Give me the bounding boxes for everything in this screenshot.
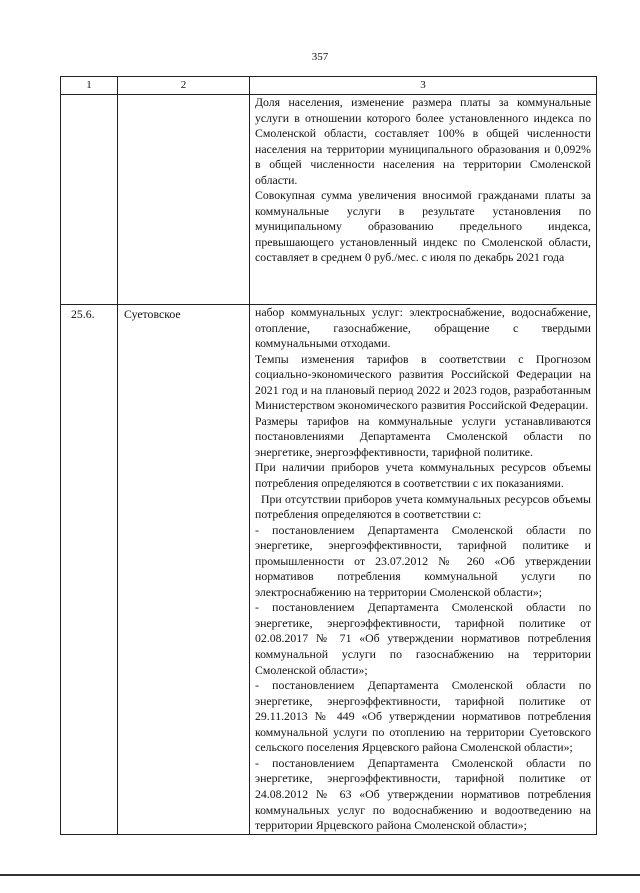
column-header-1: 1 — [61, 77, 118, 95]
resolution-heating-paragraph: - постановлением Департамента Смоленской области по энергетике, энергоэффективности, тарифной политике от 29.11.2013 № 449 «Об утверждении нормативов потребления коммунальной услуги по отоплению на территории Суетовского сельского поселения Ярцевского района Смоленской области»; — [255, 678, 591, 755]
services-set-paragraph: набор коммунальных услуг: электроснабжение, водоснабжение, отопление, газоснабжение, обращение с твердыми коммунальными отходами. — [255, 305, 591, 351]
tariff-sizes-paragraph: Размеры тарифов на коммунальные услуги устанавливаются постановлениями Департамента Смоленской области по энергетике, энергоэффективности, тарифной политике. — [255, 413, 591, 459]
index-cell-empty — [61, 95, 118, 305]
table-header-row — [61, 77, 597, 95]
resolution-gas-paragraph: - постановлением Департамента Смоленской области по энергетике, энергоэффективности, тарифной политике от 02.08.2017 № 71 «Об утверждении нормативов потребления коммунальной услуги по газоснабжению на территории Смоленской области»; — [255, 600, 591, 677]
meters-absent-paragraph: При отсутствии приборов учета коммунальных ресурсов объемы потребления определяются в соответствии с: — [255, 491, 591, 522]
table-row-continued — [61, 95, 597, 305]
name-cell-empty — [118, 95, 250, 305]
tariff-rates-paragraph: Темпы изменения тарифов в соответствии с Прогнозом социально-экономического развития Российской Федерации на 2021 год и на плановый период 2022 и 2023 годов, разработанным Министерством экономического развития Российской Федерации. — [255, 351, 591, 413]
resolution-electricity-paragraph: - постановлением Департамента Смоленской области по энергетике, энергоэффективности, тарифной политике и промышленности от 23.07.2012 № 260 «Об утверждении нормативов потребления коммунальной услуги по электроснабжению на территории Смоленской области»; — [255, 522, 591, 599]
settlement-name: Суетовское — [118, 305, 250, 835]
payment-increase-paragraph: Совокупная сумма увеличения вносимой гражданами платы за коммунальные услуги в результате установления по муниципальному образованию предельного индекса, превышающего установленный индекс по Смоленской области, составляет в среднем 0 руб./мес. с июля по декабрь 2021 года — [255, 188, 591, 265]
population-share-paragraph: Доля населения, изменение размера платы за коммунальные услуги в отношении которого более установленного индекса по Смоленской области, составляет 100% в общей численности населения на территории муниципального образования и 0,092% в общей численности населения на территории Смоленской области. — [255, 95, 591, 187]
content-table — [60, 76, 597, 835]
row-index: 25.6. — [61, 305, 118, 835]
resolution-water-paragraph: - постановлением Департамента Смоленской области по энергетике, энергоэффективности, тарифной политике от 24.08.2012 № 63 «Об утверждении нормативов потребления коммунальных услуг по водоснабжению и водоотведению на территории Ярцевского района Смоленской области»; — [255, 755, 591, 833]
column-header-3: 3 — [250, 77, 597, 95]
description-cell — [250, 305, 597, 835]
page-number: 357 — [311, 51, 329, 63]
meters-present-paragraph: При наличии приборов учета коммунальных ресурсов объемы потребления определяются в соответствии с их показаниями. — [255, 460, 591, 491]
bottom-rule — [0, 874, 640, 876]
column-header-2: 2 — [118, 77, 250, 95]
description-cell — [250, 95, 597, 305]
table-row — [61, 305, 597, 835]
